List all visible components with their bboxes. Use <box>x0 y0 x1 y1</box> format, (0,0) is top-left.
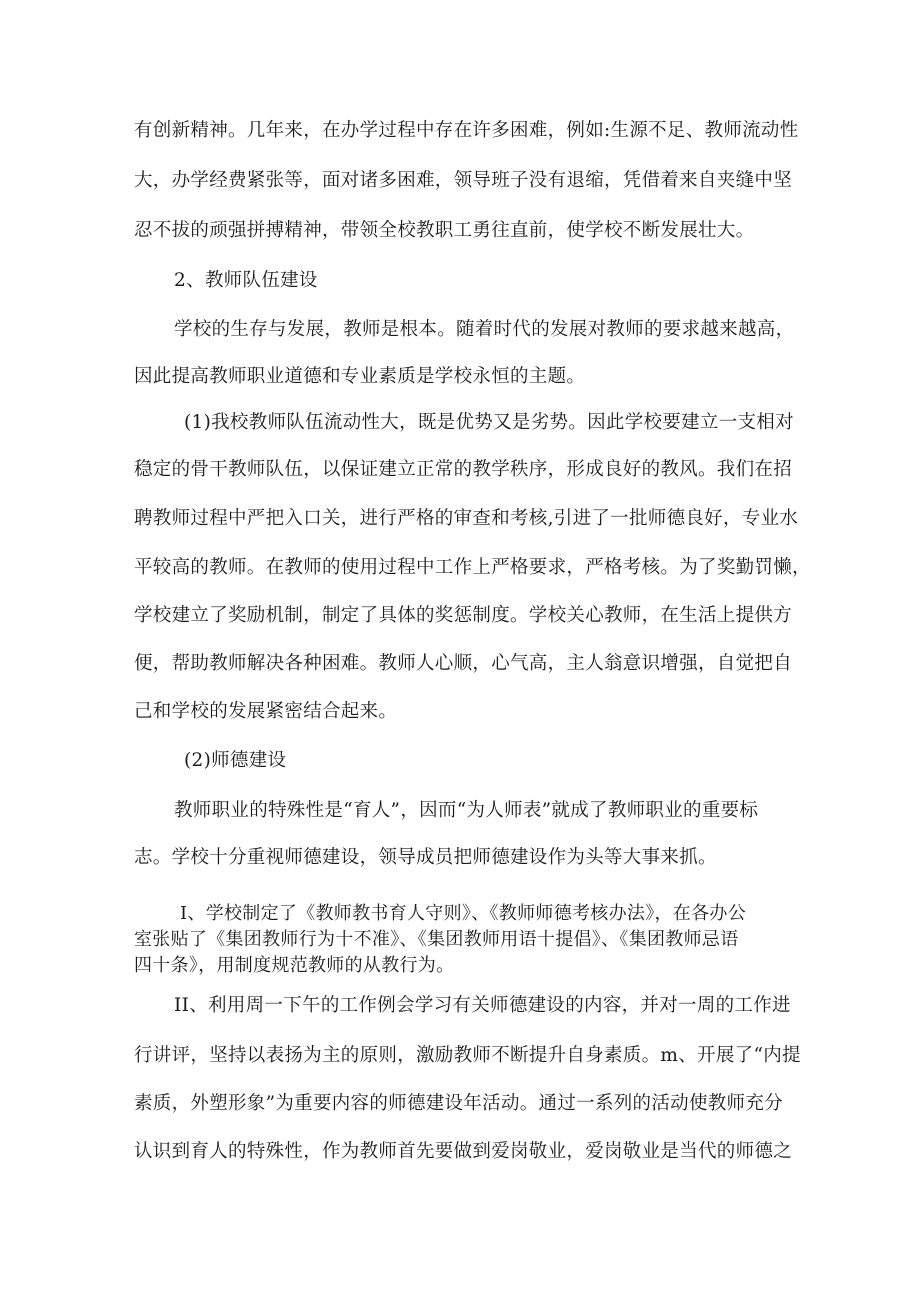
text-line: 学校建立了奖励机制，制定了具体的奖惩制度。学校关心教师，在生活上提供方 <box>134 605 793 626</box>
text-line: 四十条》，用制度规范教师的从教行为。 <box>134 955 455 976</box>
text-line: II、利用周一下午的工作例会学习有关师德建设的内容，并对一周的工作进 <box>174 995 791 1016</box>
text-line: 素质，外塑形象”为重要内容的师德建设年活动。通过一系列的活动使教师充分 <box>134 1093 783 1114</box>
subsection-heading: (2)师德建设 <box>184 750 287 771</box>
text-line: 行讲评，坚持以表扬为主的原则，激励教师不断提升自身素质。m、开展了“内提 <box>134 1045 801 1066</box>
text-line: 便，帮助教师解决各种困难。教师人心顺，心气高，主人翁意识增强，自觉把自 <box>134 653 793 674</box>
text-line: 教师职业的特殊性是“育人”，因而“为人师表”就成了教师职业的重要标 <box>174 800 759 821</box>
text-line: 平较高的教师。在教师的使用过程中工作上严格要求，严格考核。为了奖勤罚懒， <box>134 557 811 578</box>
section-heading: 2、教师队伍建设 <box>174 270 318 291</box>
text-line: 忍不拔的顽强拼搏精神，带领全校教职工勇往直前，使学校不断发展壮大。 <box>134 220 755 241</box>
text-line: (1)我校教师队伍流动性大，既是优势又是劣势。因此学校要建立一支相对 <box>184 412 794 433</box>
text-line: 聘教师过程中严把入口关，进行严格的审查和考核,引进了一批师德良好，专业水 <box>134 508 799 529</box>
text-line: 有创新精神。几年来，在办学过程中存在许多困难，例如:生源不足、教师流动性 <box>134 120 799 141</box>
text-line: 学校的生存与发展，教师是根本。随着时代的发展对教师的要求越来越高， <box>174 319 795 340</box>
text-line: I、学校制定了《教师教书育人守则》、《教师师德考核办法》，在各办公 <box>180 903 747 924</box>
text-line: 稳定的骨干教师队伍，以保证建立正常的教学秩序，形成良好的教风。我们在招 <box>134 459 793 480</box>
text-line: 因此提高教师职业道德和专业素质是学校永恒的主题。 <box>134 366 586 387</box>
text-line: 大，办学经费紧张等，面对诸多困难，领导班子没有退缩，凭借着来自夹缝中坚 <box>134 170 793 191</box>
text-line: 认识到育人的特殊性，作为教师首先要做到爱岗敬业，爱岗敬业是当代的师德之 <box>134 1141 793 1162</box>
text-line: 志。学校十分重视师德建设，领导成员把师德建设作为头等大事来抓。 <box>134 847 717 868</box>
text-line: 己和学校的发展紧密结合起来。 <box>134 701 398 722</box>
text-line: 室张贴了《集团教师行为十不准》、《集团教师用语十提倡》、《集团教师忌语 <box>134 929 739 950</box>
